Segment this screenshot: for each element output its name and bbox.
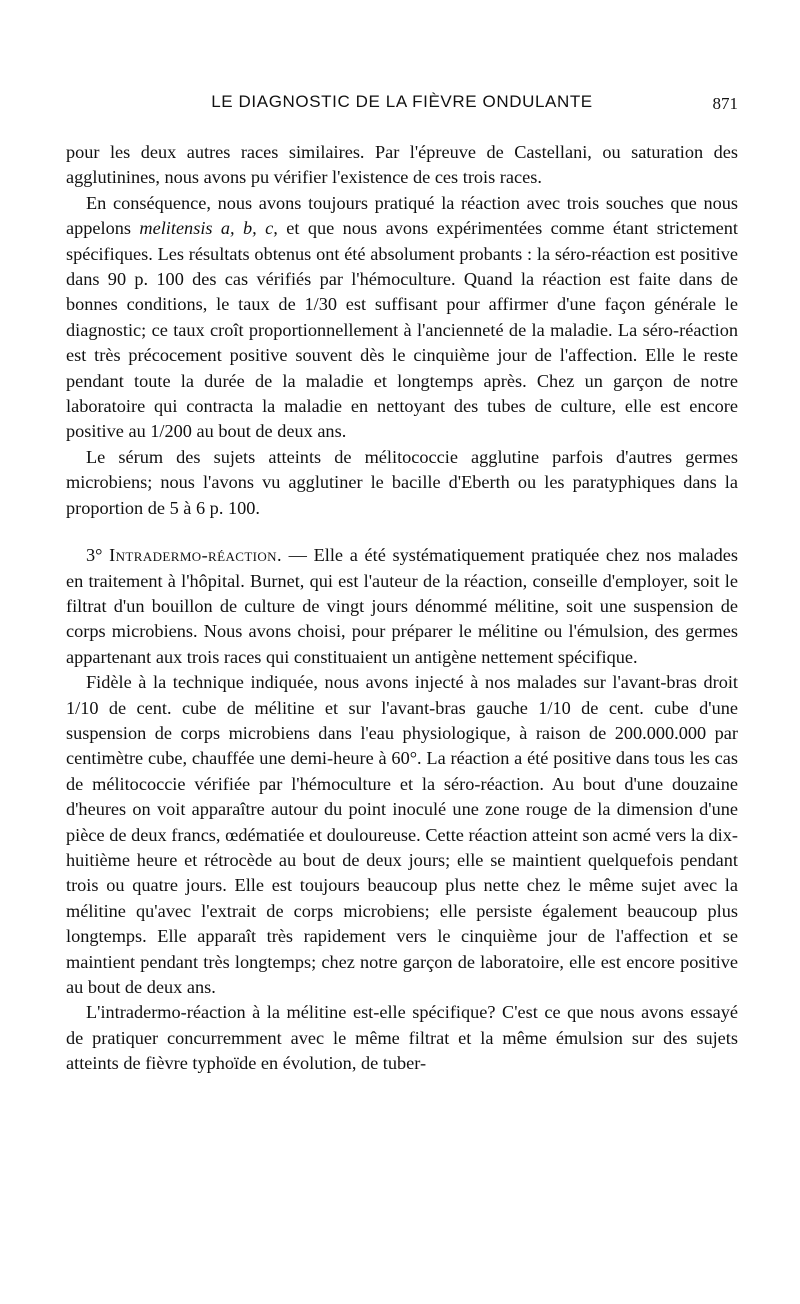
paragraph-4-text: — Elle a été systématiquement pratiquée chez nos malades en traitement à l'hôpital. Burnet, qui est l'auteur de la réaction, conseille d'employer, soit le filtrat d'un bouillon de culture de vingt jours dénommé mélitine, soit une suspension de corps microbiens. Nous avons choisi, pour préparer le mélitine ou l'émulsion, des germes appartenant aux trois races qui constituaient un antigène nettement spécifique.: [66, 545, 738, 667]
paragraph-6: L'intradermo-réaction à la mélitine est-elle spécifique? C'est ce que nous avons essayé de pratiquer concurremment avec le même filtrat et la même émulsion sur des sujets atteints de fièvre typhoïde en évolution, de tuber-: [66, 1002, 738, 1074]
paragraph-5: Fidèle à la technique indiquée, nous avons injecté à nos malades sur l'avant-bras droit 1/10 de cent. cube de mélitine et sur l'avant-bras gauche 1/10 de cent. cube d'une suspension de corps microbiens dans l'eau physiologique, à raison de 200.000.000 par centimètre cube, chauffée une demi-heure à 60°. La réaction a été positive dans tous les cas de mélitococcie vérifiée par l'hémoculture et la séro-réaction. Au bout d'une douzaine d'heures on voit apparaître autour du point inoculé une zone rouge de la dimension d'une pièce de deux francs, œdématiée et douloureuse. Cette réaction atteint son acmé vers la dix-huitième heure et rétrocède au bout de deux jours; elle se maintient quelquefois pendant trois ou quatre jours. Elle est toujours beaucoup plus nette chez le même sujet avec la mélitine qu'avec l'extrait de corps microbiens; elle persiste également beaucoup plus longtemps. Elle apparaît très rapidement vers le cinquième jour de l'affection et se maintient pendant très longtemps; chez notre garçon de laboratoire, elle est encore positive au bout de deux ans.: [66, 672, 738, 997]
paragraph-2-part-b: et que nous avons expérimentées comme étant strictement spécifiques. Les résultats obtenus ont été absolument probants : la séro-réaction est positive dans 90 p. 100 des cas vérifiés par l'hémoculture. Quand la réaction est faite dans de bonnes conditions, le taux de 1/30 est suffisant pour affirmer d'une façon générale le diagnostic; ce taux croît proportionnellement à l'ancienneté de la maladie. La séro-réaction est très précocement positive souvent dès le cinquième jour de l'affection. Elle le reste pendant toute la durée de la maladie et longtemps après. Chez un garçon de notre laboratoire qui contracta la maladie en nettoyant des tubes de culture, elle est encore positive au 1/200 au bout de deux ans.: [66, 218, 738, 442]
paragraph-1: pour les deux autres races similaires. Par l'épreuve de Castellani, ou saturation des agglutinines, nous avons pu vérifier l'existence de ces trois races.: [66, 142, 738, 188]
section-gap: [66, 521, 738, 543]
section-number: 3°: [86, 545, 110, 566]
paragraph-4: [66, 543, 738, 670]
paragraph-2: [66, 191, 738, 445]
page-number: 871: [712, 94, 738, 113]
body-text: [66, 140, 738, 1077]
paragraph-2-part-a: En conséquence, nous avons toujours pratiqué la réaction avec trois souches que nous appelons: [66, 192, 738, 239]
paragraph-3: Le sérum des sujets atteints de mélitococcie agglutine parfois d'autres germes microbiens; nous l'avons vu agglutiner le bacille d'Eberth ou les paratyphiques dans la proportion de 5 à 6 p. 100.: [66, 446, 738, 518]
running-title: LE DIAGNOSTIC DE LA FIÈVRE ONDULANTE: [211, 92, 593, 111]
page-header: [66, 92, 738, 122]
strain-names: melitensis a, b, c,: [139, 218, 278, 239]
section-heading: Intradermo-réaction.: [109, 545, 282, 566]
